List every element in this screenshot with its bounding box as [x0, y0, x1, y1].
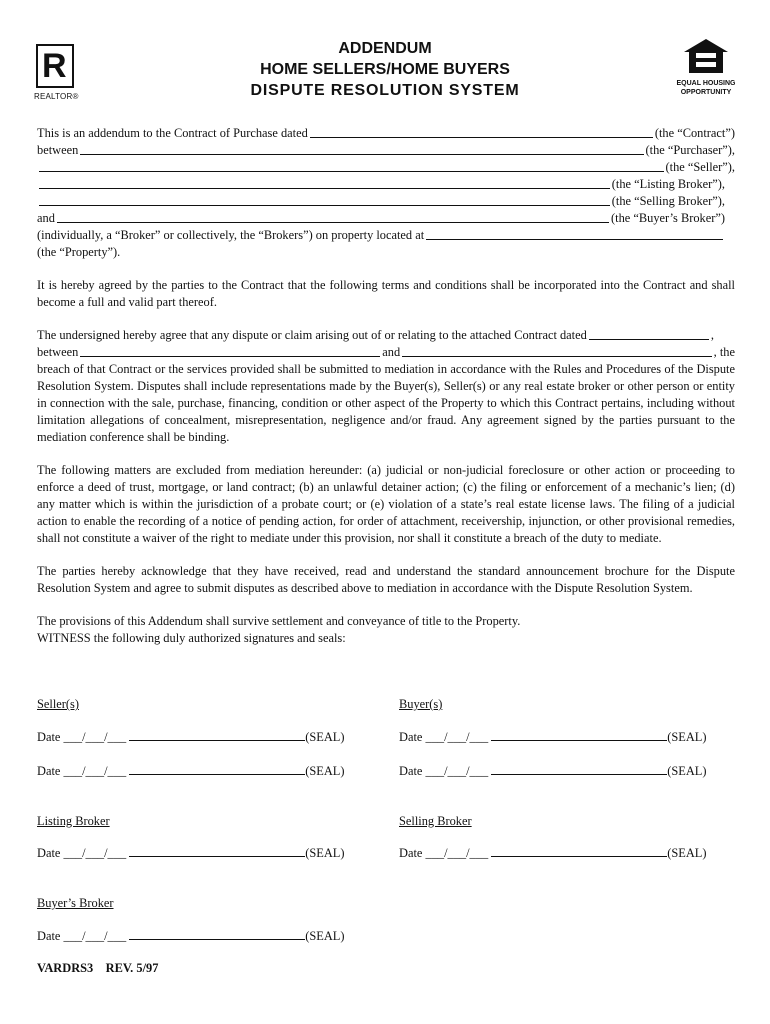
buyer-1-signature-field[interactable]: [491, 729, 667, 741]
intro-line-contract: This is an addendum to the Contract of Purchase dated (the “Contract”): [37, 126, 735, 140]
buyer-2-signature-field[interactable]: [491, 763, 667, 775]
intro-line-seller: (the “Seller”),: [37, 159, 735, 176]
form-revision: REV. 5/97: [105, 961, 159, 975]
seller-field[interactable]: [39, 159, 664, 172]
sellers-label: Seller(s): [37, 697, 79, 711]
intro-line-listing-broker: (the “Listing Broker”),: [37, 176, 735, 193]
mediation-party-1-field[interactable]: [80, 344, 380, 357]
selling-broker-date-field[interactable]: ___/___/___: [425, 846, 489, 860]
selling-broker-label: Selling Broker: [399, 814, 472, 828]
title-line-2: HOME SELLERS/HOME BUYERS: [260, 61, 510, 78]
form-footer: [37, 961, 158, 976]
buyers-label: Buyer(s): [399, 697, 443, 711]
buyers-broker-field[interactable]: [57, 210, 609, 223]
paragraph-survival: The provisions of this Addendum shall survive settlement and conveyance of title to the Property. WITNESS the following duly authorized signatures and seals:: [37, 614, 521, 645]
paragraph-acknowledgement: The parties hereby acknowledge that they have received, read and understand the standard announcement brochure for the Dispute Resolution System and agree to submit disputes as described above to mediation in accordance with the Dispute Resolution System.: [37, 564, 735, 595]
document-body: [37, 125, 735, 647]
buyer-2-date-field[interactable]: ___/___/___: [425, 764, 489, 778]
realtor-logo: [34, 44, 84, 106]
intro-line-property: (individually, a “Broker” or collectively, the “Brokers”) on property located at: [37, 227, 735, 244]
realtor-logo-text: REALTOR®: [34, 92, 79, 101]
selling-broker-signature-row: Date ___/___/___ (SEAL): [399, 846, 707, 860]
paragraph-mediation: The undersigned hereby agree that any dispute or claim arising out of or relating to the attached Contract dated , between and , the breach of that Contract or the services provided shall be submitted to mediation in accordance with the Rules and Procedures of the Dispute Resolution System. Disputes shall include representations made by the Buyer(s), Seller(s) or any real estate broker or other person or entity in connection with the sale, purchase, financing, condition or other aspect of the Property to which this Contract pertains, including without limitation allegations of concealment, misrepresentation, negligence and/or fraud. Any agreement signed by the parties pursuant to the mediation conference shall be binding.: [37, 328, 735, 444]
paragraph-mediation-text: breach of that Contract or the services provided shall be submitted to mediation in accordance with the Rules and Procedures of the Dispute Resolution System. Disputes shall include representations made by the Buyer(s), Seller(s) or any real estate broker or other person or entity in connection with the sale, purchase, financing, condition or other aspect of the Property to which this Contract pertains, including without limitation allegations of concealment, misrepresentation, negligence and/or fraud. Any agreement signed by the parties pursuant to the mediation conference shall be binding.: [37, 362, 735, 444]
eho-line-1: EQUAL HOUSING: [676, 80, 736, 87]
buyers-broker-label: Buyer’s Broker: [37, 896, 114, 910]
paragraph-incorporation: It is hereby agreed by the parties to the Contract that the following terms and conditions shall be incorporated into the Contract and shall become a full and valid part thereof.: [37, 278, 735, 309]
seller-1-signature-field[interactable]: [129, 729, 305, 741]
seller-1-date-field[interactable]: ___/___/___: [63, 730, 127, 744]
paragraph-exclusions: The following matters are excluded from mediation hereunder: (a) judicial or non-judicial foreclosure or other action or proceeding to enforce a deed of trust, mortgage, or land contract; (b) an unlawful detainer action; (c) the filing or enforcement of a mechanic’s lien; (d) any matter which is within the jurisdiction of a probate court; or (e) violation of a state’s real estate license laws. The filing of a judicial action to enable the recording of a notice of pending action, for order of attachment, receivership, injunction, or other provisional remedies, shall not constitute a waiver of the right to mediate under this provision, nor shall it constitute a breach of the duty to mediate.: [37, 463, 735, 545]
realtor-r-icon: R: [36, 44, 74, 88]
seller-signature-row-2: Date ___/___/___ (SEAL): [37, 764, 345, 778]
listing-broker-date-field[interactable]: ___/___/___: [63, 846, 127, 860]
intro-line-buyers-broker: and (the “Buyer’s Broker”): [37, 211, 725, 225]
intro-line-purchaser: between (the “Purchaser”),: [37, 143, 735, 157]
attached-contract-date-field[interactable]: [589, 327, 709, 340]
seller-signature-row-1: Date ___/___/___ (SEAL): [37, 730, 345, 744]
seller-2-signature-field[interactable]: [129, 763, 305, 775]
buyer-1-date-field[interactable]: ___/___/___: [425, 730, 489, 744]
property-location-field[interactable]: [426, 227, 723, 240]
seller-2-date-field[interactable]: ___/___/___: [63, 764, 127, 778]
selling-broker-field[interactable]: [39, 193, 610, 206]
equal-housing-logo: [676, 38, 736, 98]
intro-line-selling-broker: (the “Selling Broker”),: [37, 193, 735, 210]
purchaser-field[interactable]: [80, 142, 643, 155]
listing-broker-label: Listing Broker: [37, 814, 110, 828]
selling-broker-signature-field[interactable]: [491, 845, 667, 857]
listing-broker-field[interactable]: [39, 176, 610, 189]
listing-broker-signature-row: Date ___/___/___ (SEAL): [37, 846, 345, 860]
intro-line-property-label: (the “Property”).: [37, 245, 121, 259]
title-line-1: ADDENDUM: [338, 40, 432, 57]
title-line-3: DISPUTE RESOLUTION SYSTEM: [250, 82, 520, 99]
house-icon: [683, 38, 729, 74]
buyers-broker-signature-row: Date ___/___/___ (SEAL): [37, 929, 345, 943]
buyers-broker-signature-field[interactable]: [129, 928, 305, 940]
eho-line-2: OPPORTUNITY: [680, 89, 732, 96]
buyer-signature-row-1: Date ___/___/___ (SEAL): [399, 730, 707, 744]
form-code: VARDRS3: [37, 961, 94, 975]
contract-date-field[interactable]: [310, 125, 653, 138]
buyers-broker-date-field[interactable]: ___/___/___: [63, 929, 127, 943]
mediation-party-2-field[interactable]: [402, 344, 711, 357]
buyer-signature-row-2: Date ___/___/___ (SEAL): [399, 764, 707, 778]
listing-broker-signature-field[interactable]: [129, 845, 305, 857]
document-title: [180, 38, 590, 101]
